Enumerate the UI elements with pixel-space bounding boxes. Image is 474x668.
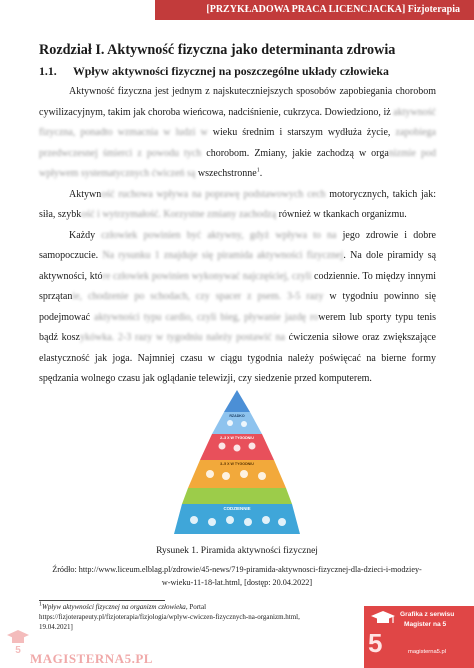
paragraph-text: Aktywn — [69, 188, 102, 200]
pyramid-label-rarely: RZADKO — [229, 414, 245, 418]
activity-pyramid-figure — [174, 388, 300, 536]
footnote-date: 19.04.2021] — [39, 622, 73, 631]
figure-source-line-2: w-wieku-11-18-lat.html, [dostęp: 20.04.2022] — [161, 578, 313, 587]
promo-five: 5 — [368, 628, 383, 658]
paragraph-text: również w tkankach organizmu. — [276, 209, 407, 220]
obscured-text: człowiek powinien być aktywny, gdyż wpływa to na — [101, 229, 337, 241]
footnote-divider — [39, 600, 165, 601]
obscured-text: nizmie pod wpływem systematycznych ćwiczeń są — [39, 147, 436, 179]
paragraph-text: Aktywność fizyczna jest jednym z najskuteczniejszych sposobów zapobiegania chorobom cywilizacyjnym, takim jak choroba wieńcowa, nadciśnienie, cukrzyca. Dowiedziono, iż — [39, 86, 436, 118]
pyramid-label-3-5-weekly: 3–5 X W TYGODNIU — [220, 462, 254, 466]
running-header-text: [PRZYKŁADOWA PRACA LICENCJACKA] Fizjoterapia — [206, 4, 460, 15]
watermark-text: MAGISTERNA5.PL — [30, 651, 153, 666]
obscured-text: Na rysunku 1 znajduje się piramida aktywności fizycznej — [102, 250, 344, 261]
pyramid-label-2-3-weekly: 2–3 X W TYGODNIU — [220, 436, 254, 440]
paragraph-text: motorycznych, takich jak: siła, szybk — [39, 188, 436, 220]
figure-source — [39, 563, 435, 589]
paragraph-text: wszechstronne — [195, 168, 257, 179]
paragraph-text: w tygodniu powinno się podejmować — [39, 291, 436, 323]
footnote-portal: , Portal — [185, 603, 207, 611]
paragraph-text: werem lub sporty typu tenis bądź kosz — [39, 311, 437, 343]
watermark-cap-icon — [6, 628, 30, 654]
obscured-text: aktywności typu cardio, czyli bieg, pływanie jazdę ro — [94, 311, 319, 323]
obscured-text: aktywność fizyczna, ponadto wzmacnia w ludzi w — [39, 106, 436, 138]
section-title: Wpływ aktywności fizycznej na poszczególne układy człowieka — [73, 64, 389, 78]
pyramid-label-daily: CODZIENNIE — [223, 506, 251, 511]
obscured-text: ykówka. 2-3 razy w tygodniu należy postawić na — [79, 332, 285, 343]
footnote-url: https://fizjoterapeuty.pl/fizjoterapia/fizjologia/wplyw-cwiczen-fizycznych-na-organizm.html, — [39, 612, 300, 621]
footnote-marker: 1 — [39, 601, 42, 608]
promo-line-1: Grafika z serwisu — [400, 611, 455, 618]
paragraph-text: wieku średnim i starszym wydłuża życie, — [207, 127, 396, 138]
obscured-text: ość ruchowa wpływa na poprawę podstawowych cech — [101, 188, 326, 200]
pyramid-tier-top — [224, 390, 250, 412]
body-paragraph — [39, 82, 436, 185]
promo-site: magisterna5.pl — [408, 649, 447, 655]
paragraph-text: ćwiczenia siłowe oraz zwiększające elastyczność jak joga. Najmniej czasu w ciągu tygodnia należy poświęcać na bierne formy spędzania wolnego czasu jak oglądanie telewizji, czy siedzenie przed komputerem. — [39, 332, 436, 384]
footnote-title: Wpływ aktywności fizycznej na organizm człowieka — [42, 603, 186, 611]
body-paragraph — [39, 185, 436, 226]
section-number: 1.1. — [39, 64, 57, 78]
promo-badge — [364, 606, 474, 668]
figure-caption: Rysunek 1. Piramida aktywności fizycznej — [156, 546, 318, 556]
obscured-text: ie, chodzenie po schodach, czy spacer z psem. 3-5 razy — [72, 291, 324, 302]
paragraph-text: . — [259, 168, 263, 179]
paragraph-text: Każdy — [69, 229, 102, 241]
figure-source-line-1: Źródło: http://www.liceum.elblag.pl/zdrowie/45-news/719-piramida-aktywnosci-fizycznej-dla-dzieci-i-modziey- — [52, 565, 422, 574]
section-heading — [39, 64, 389, 79]
footnote — [39, 603, 360, 632]
running-header — [155, 0, 474, 20]
paragraph-text: codziennie. To między innymi sprzątan — [39, 270, 436, 302]
graduation-cap-icon — [370, 610, 396, 626]
obscured-text: zapobiega przedwczesnej śmierci z powodu tych — [39, 127, 436, 159]
paragraph-text: chorobom. Zmiany, jakie zachodzą w orga — [201, 147, 389, 159]
body-paragraph — [39, 226, 436, 390]
body-text — [39, 82, 436, 390]
svg-text:5: 5 — [15, 645, 21, 654]
footnote-ref: 1 — [256, 167, 260, 174]
promo-line-2: Magister na 5 — [404, 621, 447, 628]
obscured-text: re człowiek powinien wykonywać najczęściej, czyli — [102, 270, 312, 282]
obscured-text: ość i wytrzymałość. Korzystne zmiany zachodzą — [81, 209, 277, 220]
paragraph-text: . Na dole piramidy są aktywności, któ — [39, 250, 437, 282]
pyramid-tier-daily-upper — [182, 488, 292, 504]
paragraph-text: jego zdrowie i dobre samopoczucie. — [39, 229, 436, 261]
chapter-title: Rozdział I. Aktywność fizyczna jako determinanta zdrowia — [39, 42, 396, 58]
